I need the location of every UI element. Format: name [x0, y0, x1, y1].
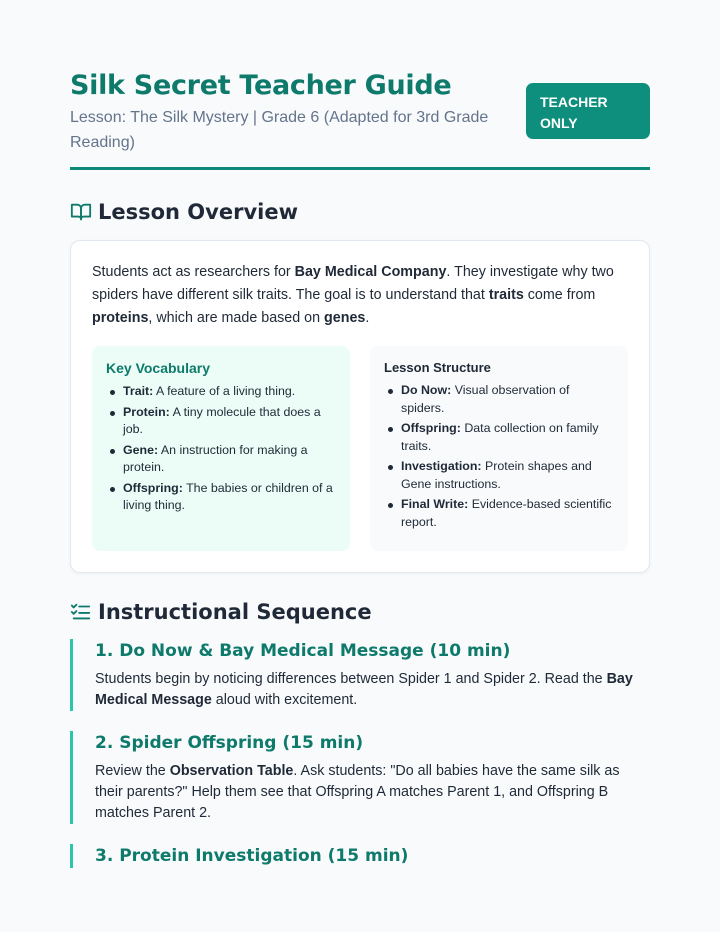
key-vocabulary-box [92, 346, 350, 551]
step-title: 2. Spider Offspring (15 min) [95, 733, 364, 753]
list-item: Offspring: The babies or children of a living thing. [106, 480, 336, 515]
structure-list [384, 382, 614, 531]
list-item: Investigation: Protein shapes and Gene instructions. [384, 458, 614, 493]
list-item: Gene: An instruction for making a protein. [106, 442, 336, 477]
instructional-sequence-heading [70, 600, 650, 624]
lesson-structure-box [370, 346, 628, 551]
page-subtitle: Lesson: The Silk Mystery | Grade 6 (Adapted for 3rd Grade Reading) [70, 109, 489, 151]
book-icon [70, 201, 92, 223]
checklist-icon [70, 601, 92, 623]
sequence-step-3 [70, 844, 650, 868]
overview-card [70, 240, 650, 573]
sequence-step-2 [70, 731, 650, 824]
lesson-overview-title: Lesson Overview [98, 200, 298, 224]
overview-columns [92, 346, 628, 551]
page-header [70, 0, 650, 170]
step-description: Review the Observation Table. Ask students: "Do all babies have the same silk as their parents?" Help them see that Offspring A matches Parent 1, and Offspring B matches Parent 2. [95, 763, 620, 821]
teacher-only-badge: TEACHER ONLY [526, 83, 650, 139]
step-title: 1. Do Now & Bay Medical Message (10 min) [95, 641, 511, 661]
overview-intro: Students act as researchers for Bay Medical Company. They investigate why two spiders have different silk traits. The goal is to understand that traits come from proteins, which are made based on genes. [92, 264, 614, 326]
instructional-sequence-title: Instructional Sequence [98, 600, 372, 624]
vocabulary-list [106, 383, 336, 515]
list-item: Protein: A tiny molecule that does a job. [106, 404, 336, 439]
lesson-overview-heading [70, 200, 650, 224]
step-title: 3. Protein Investigation (15 min) [95, 846, 409, 866]
list-item: Final Write: Evidence-based scientific report. [384, 496, 614, 531]
list-item: Do Now: Visual observation of spiders. [384, 382, 614, 417]
sequence-step-1 [70, 639, 650, 711]
lesson-structure-title: Lesson Structure [384, 360, 491, 375]
step-description: Students begin by noticing differences between Spider 1 and Spider 2. Read the Bay Medical Message aloud with excitement. [95, 671, 633, 708]
key-vocabulary-title: Key Vocabulary [106, 360, 211, 376]
list-item: Offspring: Data collection on family traits. [384, 420, 614, 455]
page-title: Silk Secret Teacher Guide [70, 70, 452, 101]
list-item: Trait: A feature of a living thing. [106, 383, 336, 401]
